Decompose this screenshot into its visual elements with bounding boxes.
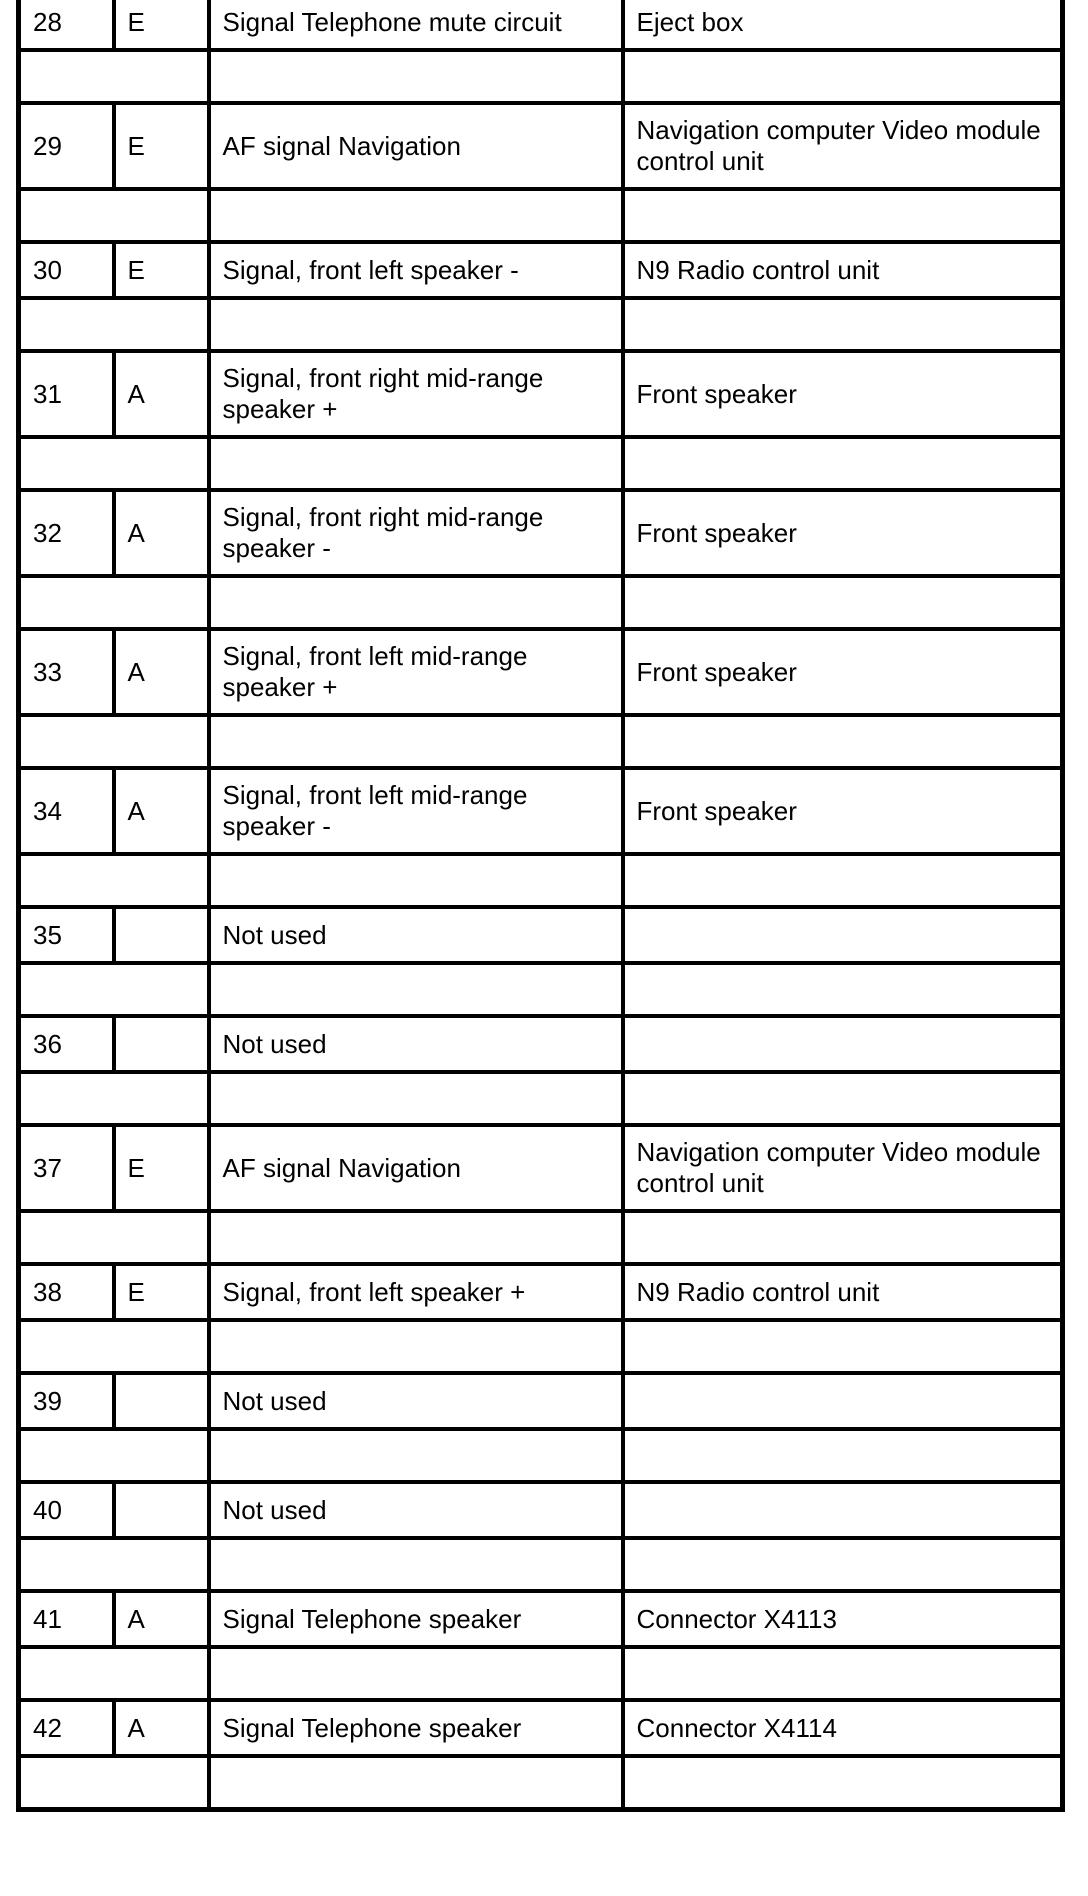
signal-description-cell: Signal, front right mid-range speaker + xyxy=(209,351,623,437)
connected-component-cell: Connector X4114 xyxy=(623,1700,1063,1756)
signal-direction-cell: A xyxy=(114,1700,209,1756)
table-spacer-row xyxy=(19,50,1063,103)
spacer-cell xyxy=(209,189,623,242)
spacer-cell xyxy=(623,189,1063,242)
signal-direction-cell: E xyxy=(114,103,209,189)
signal-direction-cell: A xyxy=(114,768,209,854)
spacer-merged-cell xyxy=(19,1429,209,1482)
spacer-merged-cell xyxy=(19,854,209,907)
spacer-cell xyxy=(209,1320,623,1373)
spacer-merged-cell xyxy=(19,189,209,242)
table-spacer-row xyxy=(19,1072,1063,1125)
spacer-cell xyxy=(623,1538,1063,1591)
spacer-cell xyxy=(209,1538,623,1591)
connected-component-cell: Front speaker xyxy=(623,351,1063,437)
spacer-cell xyxy=(209,1756,623,1810)
spacer-merged-cell xyxy=(19,715,209,768)
spacer-cell xyxy=(623,576,1063,629)
spacer-cell xyxy=(623,963,1063,1016)
pin-number-cell: 28 xyxy=(19,0,114,50)
table-row xyxy=(19,629,1063,715)
table-spacer-row xyxy=(19,1756,1063,1810)
table-row xyxy=(19,1591,1063,1647)
signal-direction-cell xyxy=(114,907,209,963)
spacer-cell xyxy=(209,963,623,1016)
pin-number-cell: 33 xyxy=(19,629,114,715)
table-row xyxy=(19,1482,1063,1538)
pin-number-cell: 34 xyxy=(19,768,114,854)
spacer-cell xyxy=(623,1211,1063,1264)
table-row xyxy=(19,1373,1063,1429)
table-row xyxy=(19,0,1063,50)
pin-number-cell: 39 xyxy=(19,1373,114,1429)
spacer-cell xyxy=(209,1429,623,1482)
connected-component-cell: Navigation computer Video module control unit xyxy=(623,1125,1063,1211)
signal-direction-cell: E xyxy=(114,242,209,298)
spacer-merged-cell xyxy=(19,1072,209,1125)
connected-component-cell xyxy=(623,1482,1063,1538)
spacer-cell xyxy=(209,50,623,103)
connected-component-cell: N9 Radio control unit xyxy=(623,242,1063,298)
connected-component-cell: Connector X4113 xyxy=(623,1591,1063,1647)
spacer-cell xyxy=(209,298,623,351)
spacer-cell xyxy=(209,437,623,490)
table-row xyxy=(19,1125,1063,1211)
signal-description-cell: Signal, front left mid-range speaker - xyxy=(209,768,623,854)
signal-description-cell: Signal Telephone speaker xyxy=(209,1591,623,1647)
spacer-cell xyxy=(623,1072,1063,1125)
table-spacer-row xyxy=(19,854,1063,907)
signal-direction-cell: E xyxy=(114,1125,209,1211)
spacer-merged-cell xyxy=(19,1211,209,1264)
spacer-cell xyxy=(209,715,623,768)
table-row xyxy=(19,103,1063,189)
pin-number-cell: 37 xyxy=(19,1125,114,1211)
spacer-cell xyxy=(209,1647,623,1700)
connected-component-cell: Navigation computer Video module control unit xyxy=(623,103,1063,189)
spacer-merged-cell xyxy=(19,1320,209,1373)
pin-number-cell: 41 xyxy=(19,1591,114,1647)
spacer-cell xyxy=(623,1756,1063,1810)
signal-direction-cell xyxy=(114,1373,209,1429)
connected-component-cell xyxy=(623,907,1063,963)
signal-direction-cell xyxy=(114,1016,209,1072)
table-spacer-row xyxy=(19,963,1063,1016)
pin-number-cell: 32 xyxy=(19,490,114,576)
spacer-merged-cell xyxy=(19,1538,209,1591)
signal-description-cell: Signal, front left speaker - xyxy=(209,242,623,298)
pin-number-cell: 38 xyxy=(19,1264,114,1320)
pin-number-cell: 29 xyxy=(19,103,114,189)
table-row xyxy=(19,490,1063,576)
spacer-cell xyxy=(623,1320,1063,1373)
pin-number-cell: 36 xyxy=(19,1016,114,1072)
signal-direction-cell: A xyxy=(114,490,209,576)
spacer-merged-cell xyxy=(19,963,209,1016)
table-spacer-row xyxy=(19,1211,1063,1264)
spacer-cell xyxy=(209,1072,623,1125)
table-row xyxy=(19,1016,1063,1072)
connected-component-cell: Front speaker xyxy=(623,490,1063,576)
table-row xyxy=(19,1264,1063,1320)
spacer-merged-cell xyxy=(19,1647,209,1700)
table-row xyxy=(19,768,1063,854)
spacer-cell xyxy=(209,576,623,629)
table-spacer-row xyxy=(19,298,1063,351)
spacer-merged-cell xyxy=(19,1756,209,1810)
spacer-cell xyxy=(623,1429,1063,1482)
spacer-cell xyxy=(209,854,623,907)
table-spacer-row xyxy=(19,715,1063,768)
table-row xyxy=(19,351,1063,437)
spacer-cell xyxy=(623,1647,1063,1700)
table-spacer-row xyxy=(19,1429,1063,1482)
signal-description-cell: Signal Telephone mute circuit xyxy=(209,0,623,50)
table-row xyxy=(19,1700,1063,1756)
spacer-cell xyxy=(209,1211,623,1264)
signal-description-cell: Signal, front right mid-range speaker - xyxy=(209,490,623,576)
signal-description-cell: Not used xyxy=(209,1482,623,1538)
spacer-merged-cell xyxy=(19,50,209,103)
connected-component-cell: Front speaker xyxy=(623,629,1063,715)
signal-description-cell: Not used xyxy=(209,907,623,963)
spacer-cell xyxy=(623,854,1063,907)
connected-component-cell: Front speaker xyxy=(623,768,1063,854)
signal-direction-cell: E xyxy=(114,0,209,50)
pin-number-cell: 31 xyxy=(19,351,114,437)
connected-component-cell xyxy=(623,1016,1063,1072)
signal-description-cell: AF signal Navigation xyxy=(209,103,623,189)
signal-description-cell: Not used xyxy=(209,1373,623,1429)
pin-number-cell: 40 xyxy=(19,1482,114,1538)
signal-description-cell: Not used xyxy=(209,1016,623,1072)
pin-table-body xyxy=(19,0,1063,1810)
signal-direction-cell xyxy=(114,1482,209,1538)
table-spacer-row xyxy=(19,1320,1063,1373)
pin-number-cell: 30 xyxy=(19,242,114,298)
spacer-merged-cell xyxy=(19,576,209,629)
connected-component-cell: N9 Radio control unit xyxy=(623,1264,1063,1320)
table-spacer-row xyxy=(19,437,1063,490)
spacer-merged-cell xyxy=(19,437,209,490)
spacer-cell xyxy=(623,437,1063,490)
signal-direction-cell: A xyxy=(114,1591,209,1647)
spacer-cell xyxy=(623,298,1063,351)
table-spacer-row xyxy=(19,189,1063,242)
spacer-cell xyxy=(623,50,1063,103)
connected-component-cell xyxy=(623,1373,1063,1429)
table-spacer-row xyxy=(19,1538,1063,1591)
table-row xyxy=(19,907,1063,963)
signal-description-cell: Signal Telephone speaker xyxy=(209,1700,623,1756)
connected-component-cell: Eject box xyxy=(623,0,1063,50)
table-spacer-row xyxy=(19,1647,1063,1700)
spacer-cell xyxy=(623,715,1063,768)
signal-description-cell: AF signal Navigation xyxy=(209,1125,623,1211)
pin-number-cell: 42 xyxy=(19,1700,114,1756)
spacer-merged-cell xyxy=(19,298,209,351)
signal-direction-cell: A xyxy=(114,351,209,437)
pin-number-cell: 35 xyxy=(19,907,114,963)
signal-direction-cell: A xyxy=(114,629,209,715)
table-row xyxy=(19,242,1063,298)
table-spacer-row xyxy=(19,576,1063,629)
signal-description-cell: Signal, front left mid-range speaker + xyxy=(209,629,623,715)
pin-assignment-table xyxy=(16,0,1065,1812)
signal-description-cell: Signal, front left speaker + xyxy=(209,1264,623,1320)
signal-direction-cell: E xyxy=(114,1264,209,1320)
